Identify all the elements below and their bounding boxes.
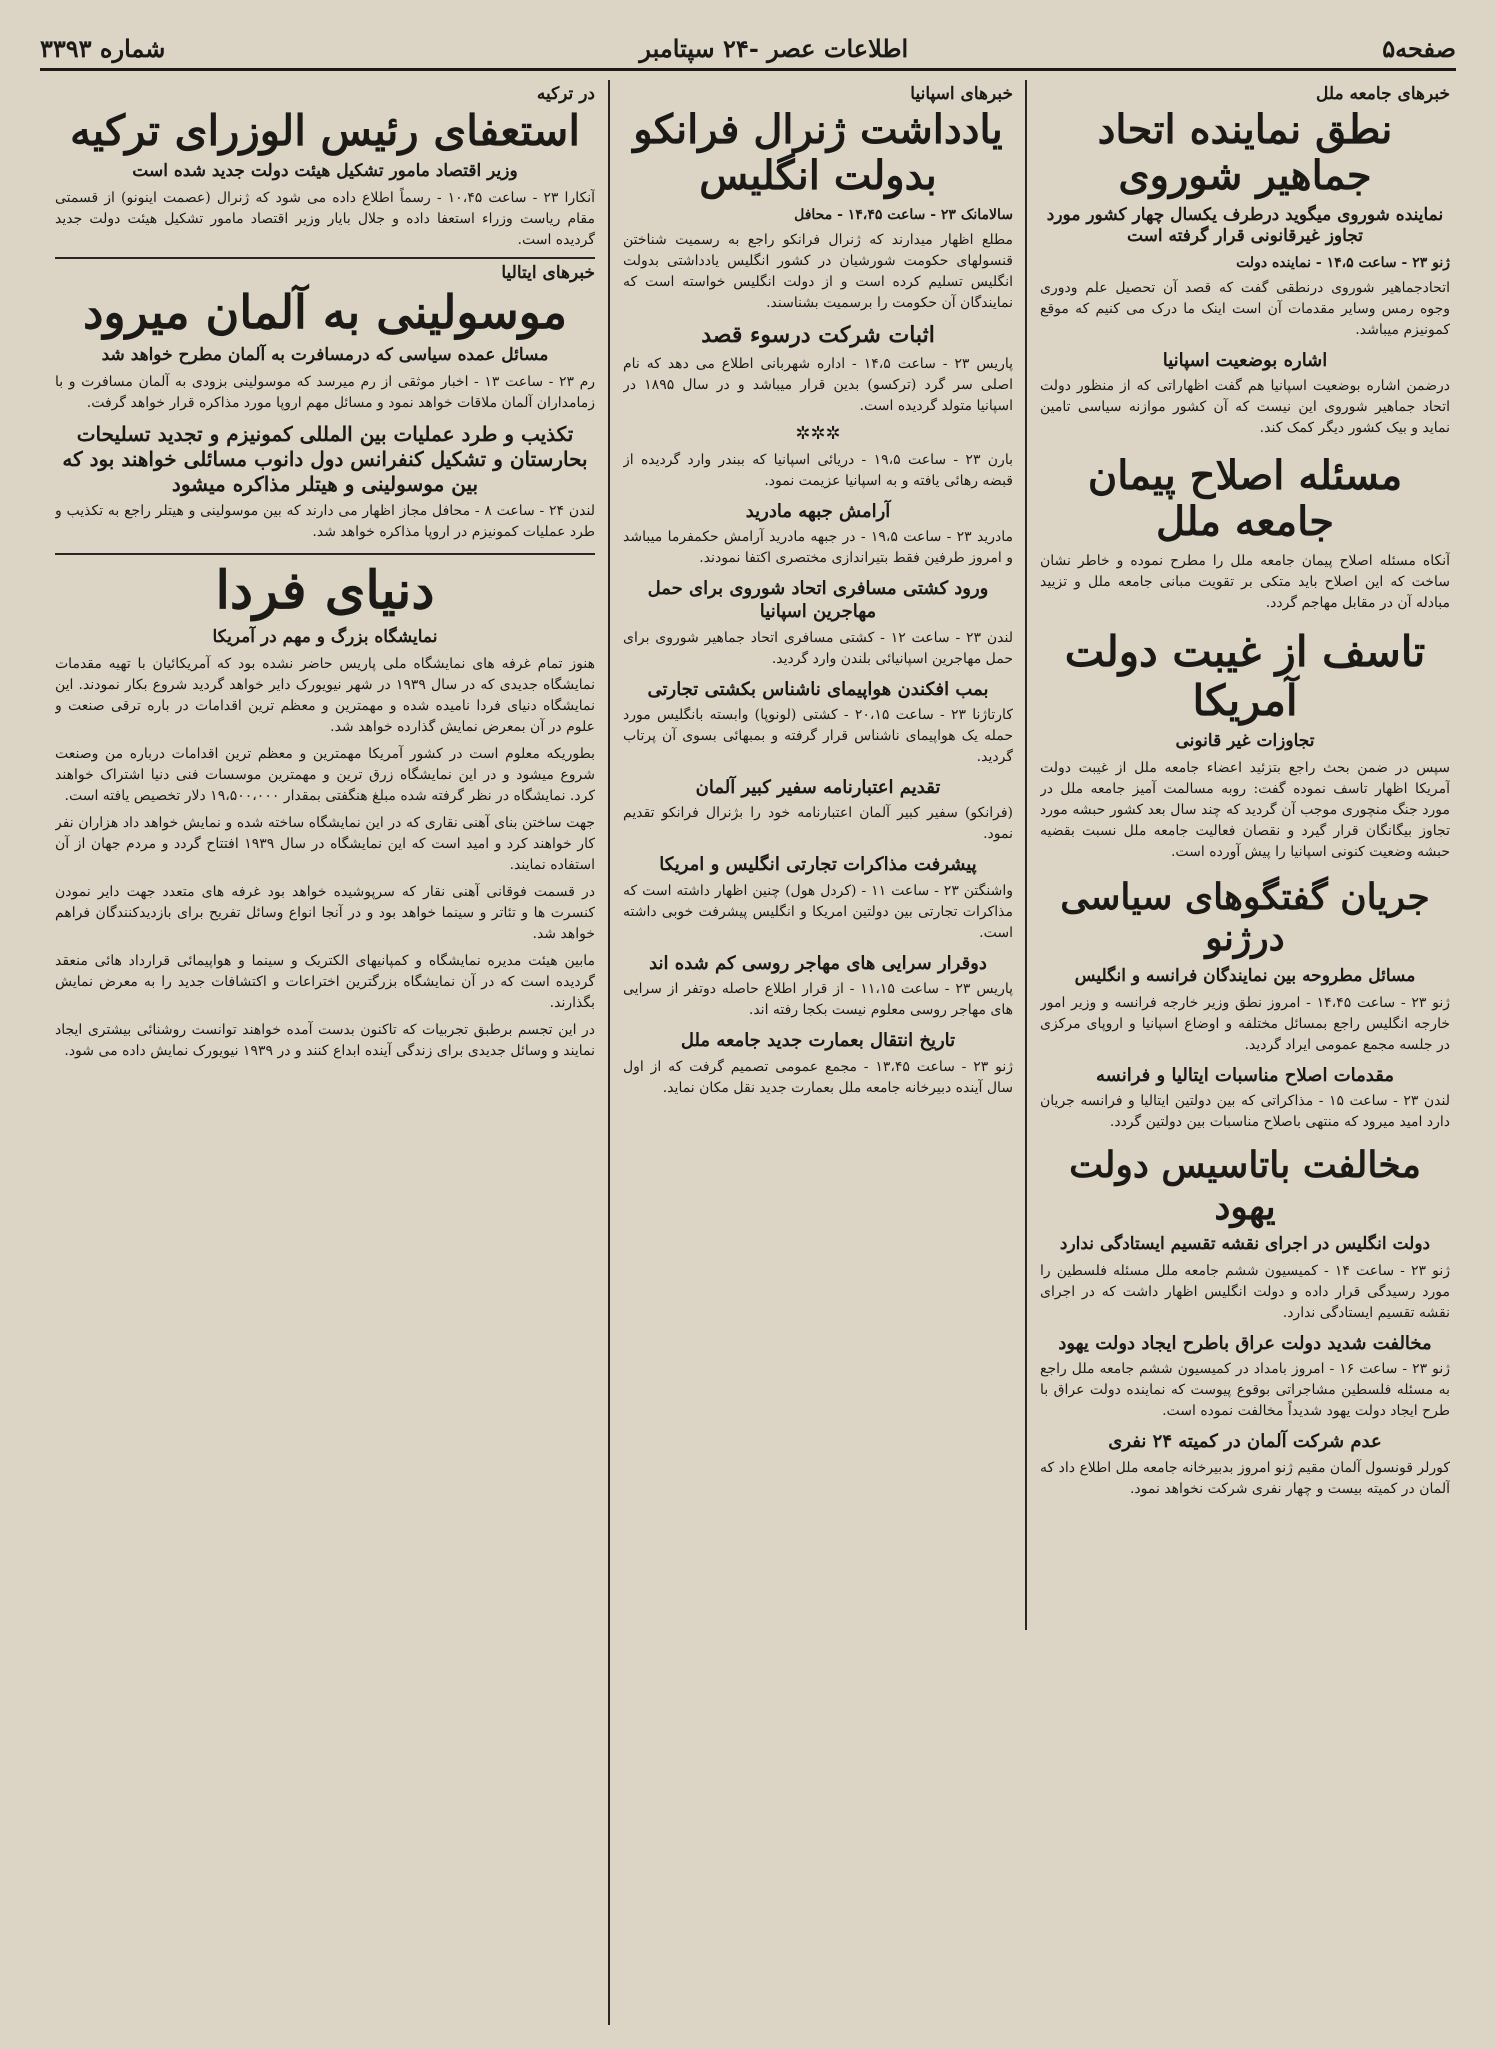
article-body: پاریس ۲۳ - ساعت ۱۴،۵ - اداره شهربانی اطلاع می دهد که نام اصلی سر گرد (ترکسو) بدین قرار میباشد و در سال ۱۸۹۵ در اسپانیا متولد گردیده است.: [623, 355, 1013, 414]
headline-german-ambassador: تقدیم اعتبارنامه سفیر کبیر آلمان: [695, 777, 941, 799]
subheadline: نماینده شوروی میگوید درطرف یکسال چهار کشور مورد تجاوز غیرقانونی قرار گرفته است: [1046, 205, 1444, 246]
middle-column: [623, 80, 1013, 2030]
article-body: لندن ۲۴ - ساعت ۸ - محافل مجاز اظهار می دارند که بین موسولینی و هیتلر راجع به تکذیب و طرد عملیات کمونیزم در اروپا مذاکره خواهد شد.: [55, 503, 595, 541]
article-body: ژنو ۲۳ - ساعت ۱۳،۴۵ - مجمع عمومی تصمیم گرفت که از اول سال آینده دبیرخانه جامعه ملل بعمارت جدید نقل مکان نماید.: [623, 1058, 1013, 1096]
headline-new-building: تاریخ انتقال بعمارت جدید جامعه ملل: [680, 1030, 956, 1052]
subheadline: تجاوزات غیر قانونی: [1175, 730, 1315, 751]
article-body: آنکاه مسئله اصلاح پیمان جامعه ملل را مطرح نموده و خاطر نشان ساخت که این اصلاح باید متکی بر تقویت مبانی جامعه ملل و تزیید مبادله آن در مقابل مهاجم گردد.: [1040, 553, 1450, 612]
section-kicker: خبرهای ایتالیا: [55, 257, 595, 284]
headline-germany-committee: عدم شرکت آلمان در کمیته ۲۴ نفری: [1108, 1431, 1382, 1453]
article-body: پاریس ۲۳ - ساعت ۱۱،۱۵ - از قرار اطلاع حاصله دوتفر از سرایی های مهاجر روسی معلوم نیست بکجا رفته اند.: [623, 981, 1013, 1019]
headline-america-absence: تاسف از غیبت دولت آمریکا: [1064, 627, 1426, 725]
article-body: مادرید ۲۳ - ساعت ۱۹،۵ - در جبهه مادرید آرامش حکمفرما میباشد و امروز طرفین فقط بتیراندازی مختصری اکتفا نمودند.: [623, 528, 1013, 566]
headline-assassination-plot: اثبات شرکت درسوء قصد: [701, 322, 935, 348]
headline-italy-france: مقدمات اصلاح مناسبات ایتالیا و فرانسه: [1095, 1064, 1395, 1086]
article-body: ژنو ۲۳ - ساعت ۱۴،۴۵ - امروز نطق وزیر خارجه فرانسه و وزیر امور خارجه انگلیس راجع بمسائل مختلفه و اوضاع اسپانیا و اروپای مرکزی در جلسه مجمع عمومی ایراد گردید.: [1040, 994, 1450, 1053]
article-body: رم ۲۳ - ساعت ۱۳ - اخبار موثقی از رم میرسد که موسولینی بزودی به آلمان مسافرت و با زمامداران آلمان ملاقات خواهد نمود و مسائل مهم اروپا مورد مذاکره قرار خواهد گرفت.: [55, 374, 595, 412]
page-label: صفحه۵: [1382, 33, 1456, 63]
subheadline: دولت انگلیس در اجرای نقشه تقسیم ایستادگی ندارد: [1059, 1233, 1431, 1254]
article-body: اتحادجماهیر شوروی درنطقی گفت که قصد آن تحصیل علم ودوری وجوه رمس وسایر مقدمات آن است اینک ما درک می کنیم که موقع کمونیزم میباشد.: [1040, 280, 1450, 338]
article-body: کارتاژنا ۲۳ - ساعت ۲۰،۱۵ - کشتی (لونوپا) وابسته بانگلیس مورد حمله یک هواپیمای ناشناس قرار گرفته و بمبهائی بسوی آن پرتاب گردید.: [623, 707, 1013, 766]
headline-madrid-front: آرامش جبهه مادرید: [745, 500, 891, 522]
article-body: واشنگتن ۲۳ - ساعت ۱۱ - (کردل هول) چنین اظهار داشته است که مذاکرات تجارتی بین دولتین امریکا و انگلیس پیشرفت خوبی داشته است.: [623, 882, 1013, 941]
article-body: ژنو ۲۳ - ساعت ۱۶ - امروز بامداد در کمیسیون ششم جامعه ملل راجع به مسئله فلسطین مشاجراتی بوقوع پیوست که نماینده دولت عراق با طرح ایجاد دولت یهود شدیداً مخالفت نموده است.: [1040, 1361, 1450, 1420]
article-body: سپس در ضمن بحث راجع بتزئید اعضاء جامعه ملل از غیبت دولت آمریکا اظهار تاسف نموده گفت: روبه مسالمت آمیز جامعه ملل در مورد جنگ منچوری موجب آن گردید که چند سال بعد کشور حبشه مورد تجاوز بیگانگان قرار گیرد و نقصان فعالیت جامعه ملل نسبت بقضیه حبشه وضعیت کنونی اسپانیا را پیش آورده است.: [1040, 759, 1450, 860]
headline-russian-emigres: دوقرار سرایی های مهاجر روسی کم شده اند: [649, 952, 987, 974]
dateline: سالامانک ۲۳ - ساعت ۱۴،۴۵ - محافل: [794, 207, 1013, 223]
column-rule-middle: [608, 80, 610, 2025]
headline-turkey-pm: استعفای رئیس الوزرای ترکیه: [69, 106, 581, 155]
article-body: مابین هیئت مدیره نمایشگاه و کمپانیهای الکتریک و سینما و هواپیمائی قرارداد هائی منعقد گردیده است که در آن نمایشگاه بزرگترین اختراعات و اکتشافات جدید را به معرض نمایش بگذارند.: [55, 952, 595, 1011]
section-kicker: خبرهای جامعه ملل: [1315, 84, 1450, 104]
article-body: کورلر قونسول آلمان مقیم ژنو امروز بدبیرخانه جامعه ملل اطلاع داد که آلمان در کمیته بیست و چهار نفری شرکت نخواهد نمود.: [1040, 1459, 1450, 1497]
headline-spain-situation: اشاره بوضعیت اسپانیا: [1162, 350, 1328, 371]
left-column: [55, 80, 595, 2030]
issue-number: شماره ۳۳۹۳: [40, 33, 166, 63]
article-body: در قسمت فوقانی آهنی نقار که سرپوشیده خواهد بود غرفه های متعدد جهت دایر نمودن کنسرت ها و تئاتر و سینما خواهد بود و در آنجا انواع وسائل تفریح برای بازدیدکنندگان فراهم خواهد شد.: [55, 883, 595, 942]
subheadline: نمایشگاه بزرگ و مهم در آمریکا: [212, 626, 438, 647]
article-body: آنکارا ۲۳ - ساعت ۱۰،۴۵ - رسماً اطلاع داده می شود که ژنرال (عصمت اینونو) از قسمتی مقام ریاست وزراء استعفا داده و جلال بایار وزیر اقتصاد مامور تشکیل هیئت دولت جدید گردیده است.: [55, 190, 595, 249]
column-rule-right: [1025, 80, 1027, 1630]
article-body: لندن ۲۳ - ساعت ۱۲ - کشتی مسافری اتحاد جماهیر شوروی برای حمل مهاجرین اسپانیائی بلندن وارد گردید.: [623, 629, 1013, 667]
section-kicker: در ترکیه: [536, 84, 595, 104]
headline-world-of-tomorrow: دنیای فردا: [215, 560, 435, 622]
article-body: در این تجسم برطبق تجربیات که تاکنون بدست آمده خواهند توانست روشنائی بیشتری ایجاد نمایند و وسائل جدیدی برای زندگی آینده ابداع کنند و در ۱۹۳۹ نیویورک نمایش داده می شود.: [55, 1021, 595, 1059]
article-body: درضمن اشاره بوضعیت اسپانیا هم گفت اظهاراتی که از منظور دولت اتحاد جماهیر شوروی این نیست که آن کشور موازنه سیاسی تامین نماید و بیک کشور دیگر کمک کند.: [1040, 378, 1450, 437]
article-body: لندن ۲۳ - ساعت ۱۵ - مذاکراتی که بین دولتین ایتالیا و فرانسه جریان دارد امید میرود که منتهی باصلاح مناسبات بین دولتین گردد.: [1040, 1093, 1450, 1131]
subheadline: وزیر اقتصاد مامور تشکیل هیئت دولت جدید شده است: [132, 161, 518, 182]
headline-league-reform: مسئله اصلاح پیمان جامعه ملل: [1087, 452, 1403, 546]
article-body: بطوریکه معلوم است در کشور آمریکا مهمترین و معظم ترین اقدامات درباره من وصنعت شروع میشود و در این نمایشگاه زرق ترین و مهمترین موسسات فنی دنیا اشتراک خواهند کرد. نمایشگاه در نظر گرفته شده مبلغ هنگفتی بمقدار ۱۹،۵۰۰،۰۰۰ دلار تخصیص یافته است.: [55, 745, 595, 804]
paper-date: اطلاعات عصر -۲۴ سپتامبر: [639, 33, 909, 63]
dateline: ژنو ۲۳ - ساعت ۱۴،۵ - نماینده دولت: [1236, 255, 1450, 271]
headline-iraq-opposition: مخالفت شدید دولت عراق باطرح ایجاد دولت یهود: [1058, 1332, 1432, 1354]
article-body: بارن ۲۳ - ساعت ۱۹،۵ - دریائی اسپانیا که ببندر وارد گردیده از قبضه رهائی یافته و به اسپانیا عزیمت نمود.: [623, 451, 1013, 489]
headline-franco-note: یادداشت ژنرال فرانکو بدولت انگلیس: [633, 106, 1003, 199]
right-column: [1040, 80, 1450, 2030]
headline-bombing: بمب افکندن هواپیمای ناشناس بکشتی تجارتی: [647, 678, 989, 700]
headline-soviet-ship: ورود کشتی مسافری اتحاد شوروی برای حمل مهاجرین اسپانیا: [647, 577, 989, 623]
separator-stars: ✲✲✲: [795, 422, 841, 444]
section-rule: [55, 553, 595, 555]
headline-trade-talks: پیشرفت مذاکرات تجارتی انگلیس و امریکا: [659, 854, 977, 876]
article-body: هنوز تمام غرفه های نمایشگاه ملی پاریس حاضر نشده بود که آمریکائیان با تهیه مقدمات نمایشگاه جدیدی که در سال ۱۹۳۹ در شهر نیویورک دایر خواهد گردید شروع بکار نمودند. این نمایشگاه دنیای فردا نامیده شده و مهمترین و معظم ترین اقدامات در باره ترقی صنعت و علوم در آن بمعرض نمایش گذارده خواهد شد.: [55, 655, 595, 735]
headline-geneva-talks: جریان گفتگوهای سیاسی درژنو: [1060, 875, 1430, 960]
subheadline: مسائل مطروحه بین نمایندگان فرانسه و انگلیس: [1074, 965, 1416, 986]
headline-communism: تکذیب و طرد عملیات بین المللی کمونیزم و تجدید تسلیحات بحارستان و تشکیل کنفرانس دول دانوب مسائلی خواهند بود که بین موسولینی و هیتلر مذاکره میشود: [62, 422, 588, 497]
headline-soviet-speech: نطق نماینده اتحاد جماهیر شوروی: [1097, 106, 1393, 199]
article-body: مطلع اظهار میدارند که ژنرال فرانکو راجع به رسمیت شناختن قنسولهای حکومت شورشیان در کشور انگلیس یادداشتی بدولت انگلیس تسلیم کرده است و از دولت انگلیس خواسته است که نمایندگان آن حکومت را برسمیت بشناسند.: [623, 232, 1013, 311]
subheadline: مسائل عمده سیاسی که درمسافرت به آلمان مطرح خواهد شد: [101, 345, 549, 366]
section-kicker: خبرهای اسپانیا: [910, 84, 1013, 104]
masthead: [40, 28, 1456, 71]
headline-mussolini: موسولینی به آلمان میرود: [82, 285, 568, 340]
article-body: ژنو ۲۳ - ساعت ۱۴ - کمیسیون ششم جامعه ملل مسئله فلسطین را مورد رسیدگی قرار داده و دولت انگلیس اظهار داشت که در اجرای نقشه تقسیم ایستادگی ندارد.: [1040, 1262, 1450, 1321]
article-body: (فرانکو) سفیر کبیر آلمان اعتبارنامه خود را بژنرال فرانکو تقدیم نمود.: [623, 805, 1013, 843]
article-body: جهت ساختن بنای آهنی نقاری که در این نمایشگاه ساخته شده و نمایش خواهد داد هزاران نفر کار خواهند کرد و امید است که این نمایشگاه در سال ۱۹۳۹ افتتاح گردد و مردم جهان از آن استفاده نمایند.: [55, 814, 595, 873]
headline-jewish-state: مخالفت باتاسیس دولت یهود: [1069, 1144, 1421, 1228]
